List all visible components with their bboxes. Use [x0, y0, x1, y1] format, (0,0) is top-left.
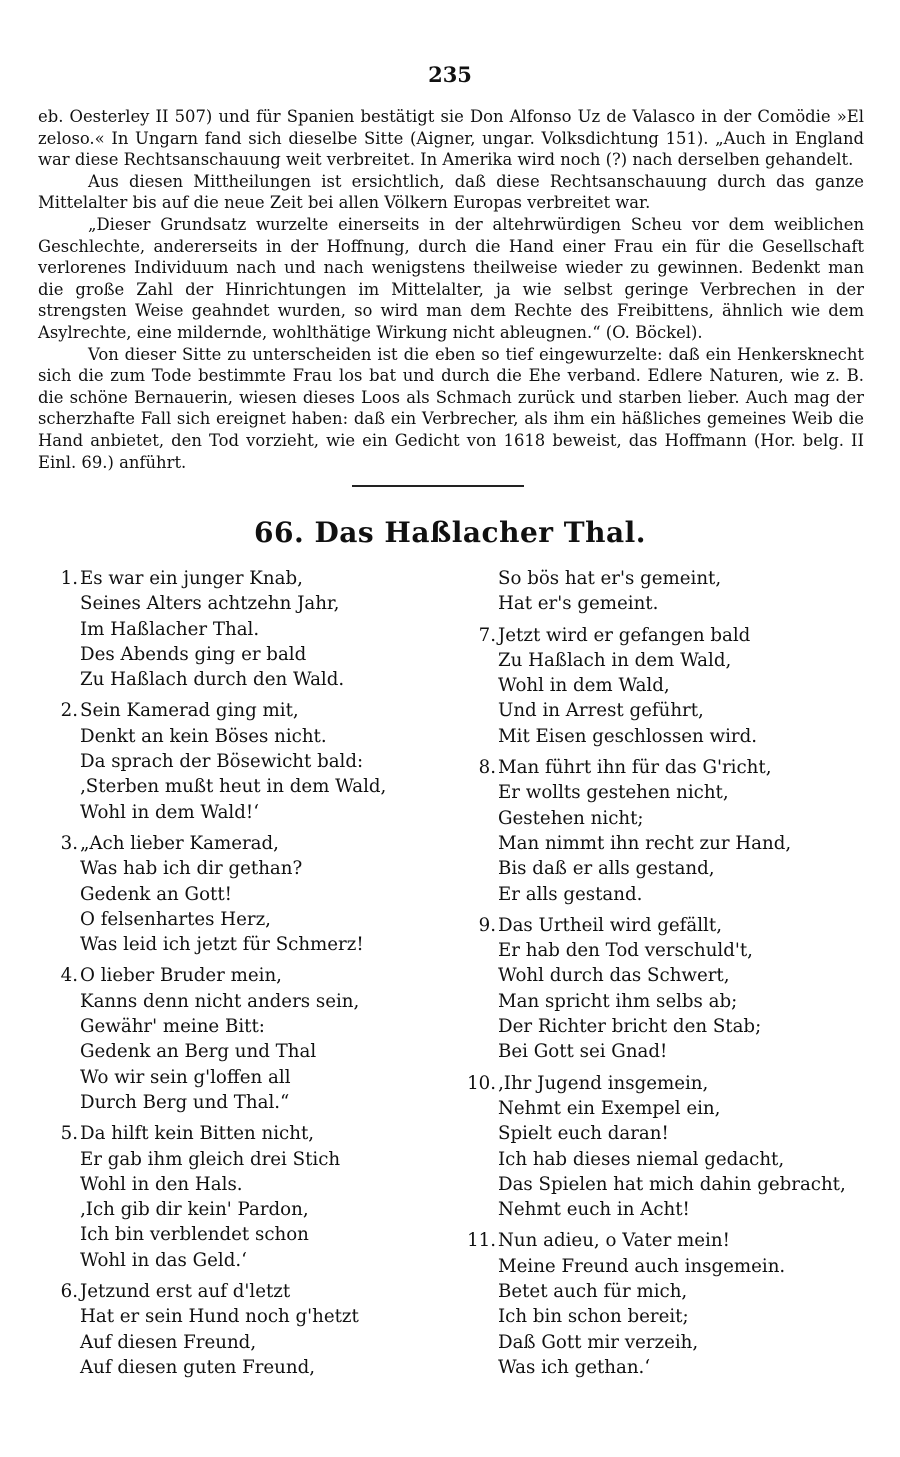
verse-line [40, 907, 440, 932]
verse-line [40, 1355, 440, 1380]
verse-line [450, 1355, 870, 1380]
verse-line [450, 673, 870, 698]
verse-line-text: Auf diesen Freund, [80, 1331, 257, 1353]
verse-number: 2. [60, 700, 78, 722]
verse-line [450, 1172, 870, 1197]
verse-line-text: Jetzt wird er gefangen bald [498, 624, 751, 646]
verse-line-text: Ich bin schon bereit; [498, 1306, 689, 1328]
verse-line-text: Gedenk an Gott! [80, 883, 232, 905]
verse-line-text: Er alls gestand. [498, 883, 643, 905]
verse-line [40, 1014, 440, 1039]
verse-line [40, 989, 440, 1014]
verse-line-text: Nehmt euch in Acht! [498, 1199, 690, 1221]
verse-line-text: Gedenk an Berg und Thal [80, 1041, 317, 1063]
prose-paragraph: „Dieser Grundsatz wurzelte einerseits in der altehrwürdigen Scheu vor dem weiblichen Geschlechte, andererseits in der Hoffnung, durch die Hand einer Frau ein für die Gesellschaft verlorenes Individuum nach und nach wenigstens theilweise wieder zu gewinnen. Bedenkt man die große Zahl der Hinrichtungen im Mittelalter, ja wie selbst geringe Verbrechen in der strengsten Weise geahndet wurden, so wird man dem Rechte des Freibittens, ähnlich wie dem Asylrechte, eine mildernde, wohlthätige Wirkung nicht ableugnen.“ (O. Böckel). [38, 214, 864, 342]
verse-number: 6. [60, 1281, 78, 1303]
verse-line [40, 566, 440, 591]
verse-line-text: Seines Alters achtzehn Jahr, [80, 593, 340, 615]
verse-line-text: Das Urtheil wird gefällt, [498, 914, 722, 936]
verse-line [450, 963, 870, 988]
verse-line-text: Und in Arrest geführt, [498, 700, 704, 722]
verse-line-text: Denkt an kein Böses nicht. [80, 725, 327, 747]
verse-line [450, 1039, 870, 1064]
verse-line-text: Was hab ich dir gethan? [80, 858, 303, 880]
verse-line [450, 989, 870, 1014]
verse-line [40, 642, 440, 667]
verse-line-text: Hat er sein Hund noch g'hetzt [80, 1306, 359, 1328]
verse-line-text: „Ach lieber Kamerad, [80, 832, 279, 854]
verse-line-text: Sein Kamerad ging mit, [80, 700, 299, 722]
verse-line-text: Ich bin verblendet schon [80, 1224, 309, 1246]
verse [450, 1228, 870, 1380]
verse-line-text: Wohl in dem Wald, [498, 675, 670, 697]
verse-line-text: Meine Freund auch insgemein. [498, 1255, 786, 1277]
verse-line-text: Zu Haßlach durch den Wald. [80, 669, 345, 691]
verse-line-text: Der Richter bricht den Stab; [498, 1016, 762, 1038]
page-number: 235 [428, 62, 472, 87]
verse-line [40, 617, 440, 642]
verse-line [40, 698, 440, 723]
verse-line-text: Spielt euch daran! [498, 1123, 669, 1145]
verse-line-text: Des Abends ging er bald [80, 643, 307, 665]
verse-line-text: Da sprach der Bösewicht bald: [80, 751, 364, 773]
verse-number: 11. [467, 1230, 496, 1252]
verse-line [450, 566, 870, 591]
verse [450, 566, 870, 617]
verse-line-text: Auf diesen guten Freund, [80, 1356, 316, 1378]
verse-number: 8. [478, 757, 496, 779]
prose-paragraph: eb. Oesterley II 507) und für Spanien bestätigt sie Don Alfonso Uz de Valasco in der Comödie »El zeloso.« In Ungarn fand sich dieselbe Sitte (Aigner, ungar. Volksdichtung 151). „Auch in England war diese Rechtsanschauung weit verbreitet. In Amerika wird noch (?) nach derselben gehandelt. [38, 107, 864, 170]
verse-line-text: Das Spielen hat mich dahin gebracht, [498, 1173, 846, 1195]
verse [40, 1121, 440, 1273]
verse-line-text: Wohl in dem Wald!‘ [80, 801, 259, 823]
verse-line-text: Bis daß er alls gestand, [498, 858, 715, 880]
verse-line [450, 806, 870, 831]
prose-section [38, 106, 864, 473]
verse-line [40, 1330, 440, 1355]
verse-line-text: Man spricht ihm selbs ab; [498, 990, 738, 1012]
verse-line [40, 1197, 440, 1222]
verse-line [450, 1014, 870, 1039]
verse [40, 831, 440, 957]
verse-line-text: Kanns denn nicht anders sein, [80, 990, 360, 1012]
verse-line [40, 1279, 440, 1304]
verse-line-text: ‚Ihr Jugend insgemein, [498, 1072, 709, 1094]
verse-line [450, 1121, 870, 1146]
prose-paragraph: Von dieser Sitte zu unterscheiden ist die eben so tief eingewurzelte: daß ein Henkersknecht sich die zum Tode bestimmte Frau los bat und durch die Ehe verband. Edlere Naturen, wie z. B. die schöne Bernauerin, wiesen dieses Loos als Schmach zurück und starben lieber. Auch mag der scherzhafte Fall sich ereignet haben: daß ein Verbrecher, als ihm ein häßliches gemeines Weib die Hand anbietet, den Tod vorzieht, wie ein Gedicht von 1618 beweist, das Hoffmann (Hor. belg. II Einl. 69.) anführt. [38, 344, 864, 472]
verse [450, 623, 870, 749]
verse-line [450, 648, 870, 673]
verse-line [450, 591, 870, 616]
verse-line [450, 1147, 870, 1172]
verse-line-text: Nehmt ein Exempel ein, [498, 1097, 721, 1119]
verse-number: 4. [60, 965, 78, 987]
verse-line-text: ‚Ich gib dir kein' Pardon, [80, 1199, 309, 1221]
verse-line-text: Er wollts gestehen nicht, [498, 782, 729, 804]
verse-number: 3. [60, 832, 78, 854]
verse-line [40, 856, 440, 881]
verse-line [40, 667, 440, 692]
verse-line [40, 1172, 440, 1197]
verse-line [450, 1254, 870, 1279]
verse-line-text: Daß Gott mir verzeih, [498, 1331, 699, 1353]
verse [40, 963, 440, 1115]
verse-line-text: Wohl durch das Schwert, [498, 965, 730, 987]
verse [40, 566, 440, 692]
verse-line-text: Er gab ihm gleich drei Stich [80, 1148, 341, 1170]
verse-line-text: Gestehen nicht; [498, 807, 644, 829]
verse-line-text: Jetzund erst auf d'letzt [80, 1281, 291, 1303]
verse-line [40, 1039, 440, 1064]
verse-line-text: Gewähr' meine Bitt: [80, 1016, 265, 1038]
verse-line [40, 963, 440, 988]
verse-line [40, 1065, 440, 1090]
verse-line-text: Da hilft kein Bitten nicht, [80, 1123, 315, 1145]
song-heading [0, 516, 900, 549]
verse-line-text: Hat er's gemeint. [498, 593, 659, 615]
verse [40, 1279, 440, 1380]
verse-line [450, 1197, 870, 1222]
verse-line [450, 831, 870, 856]
verse-line-text: Man nimmt ihn recht zur Hand, [498, 832, 792, 854]
verses-left-column [40, 566, 440, 1386]
verse-line [40, 831, 440, 856]
verse-number: 7. [478, 624, 496, 646]
verse-line [40, 724, 440, 749]
verse-line [40, 1147, 440, 1172]
verse-line [40, 774, 440, 799]
verse-line-text: Im Haßlacher Thal. [80, 618, 260, 640]
verse-line [40, 1248, 440, 1273]
verse-line [40, 749, 440, 774]
verse [450, 1071, 870, 1223]
verse-number: 10. [467, 1072, 496, 1094]
verses-right-column [450, 566, 870, 1386]
verse-line-text: So bös hat er's gemeint, [498, 568, 722, 589]
verse-line-text: Was ich gethan.‘ [498, 1356, 651, 1378]
verse-line-text: O felsenhartes Herz, [80, 908, 271, 930]
verse-line-text: Er hab den Tod verschuld't, [498, 940, 753, 962]
verse-line [450, 698, 870, 723]
prose-paragraph: Aus diesen Mittheilungen ist ersichtlich, daß diese Rechtsanschauung durch das ganze Mittelalter bis auf die neue Zeit bei allen Völkern Europas verbreitet war. [38, 171, 864, 213]
verse-line-text: Wohl in den Hals. [80, 1173, 243, 1195]
song-number: 66. [254, 516, 305, 549]
verse-line-text: Wo wir sein g'loffen all [80, 1066, 291, 1088]
verse-line-text: Wohl in das Geld.‘ [80, 1249, 247, 1271]
verse [450, 755, 870, 907]
song-title: Das Haßlacher Thal. [314, 516, 646, 549]
verse-line [40, 1222, 440, 1247]
verse-line-text: Man führt ihn für das G'richt, [498, 757, 772, 779]
verse-line-text: Nun adieu, o Vater mein! [498, 1230, 730, 1252]
verse-line [450, 1304, 870, 1329]
verse [40, 698, 440, 824]
verse-number: 1. [60, 568, 78, 589]
verse-line-text: Durch Berg und Thal.“ [80, 1091, 290, 1113]
verse-line [40, 1121, 440, 1146]
verse-line [40, 1304, 440, 1329]
verse-line [450, 1279, 870, 1304]
verse-line-text: Mit Eisen geschlossen wird. [498, 725, 758, 747]
verse-line [450, 755, 870, 780]
verse-line [450, 913, 870, 938]
verse-line [450, 1096, 870, 1121]
section-divider [352, 485, 524, 487]
verse-line [450, 1330, 870, 1355]
verse-line [40, 1090, 440, 1115]
verse-line [40, 800, 440, 825]
verse-line-text: ‚Sterben mußt heut in dem Wald, [80, 776, 387, 798]
verse-line-text: Bei Gott sei Gnad! [498, 1041, 668, 1063]
verse-line [450, 938, 870, 963]
verse-line [450, 1071, 870, 1096]
verse-line [40, 932, 440, 957]
verse-line [40, 882, 440, 907]
verse-line [40, 591, 440, 616]
verse-line-text: Ich hab dieses niemal gedacht, [498, 1148, 785, 1170]
verse-line-text: Betet auch für mich, [498, 1281, 688, 1303]
verse-line-text: O lieber Bruder mein, [80, 965, 282, 987]
verse-line [450, 882, 870, 907]
verse-number: 5. [60, 1123, 78, 1145]
verse-line [450, 780, 870, 805]
verse-line [450, 856, 870, 881]
verse-line [450, 724, 870, 749]
verse [450, 913, 870, 1065]
verse-line-text: Es war ein junger Knab, [80, 568, 303, 589]
verse-line-text: Was leid ich jetzt für Schmerz! [80, 934, 364, 956]
verse-line [450, 1228, 870, 1253]
verse-line [450, 623, 870, 648]
verse-number: 9. [478, 914, 496, 936]
verse-line-text: Zu Haßlach in dem Wald, [498, 649, 732, 671]
